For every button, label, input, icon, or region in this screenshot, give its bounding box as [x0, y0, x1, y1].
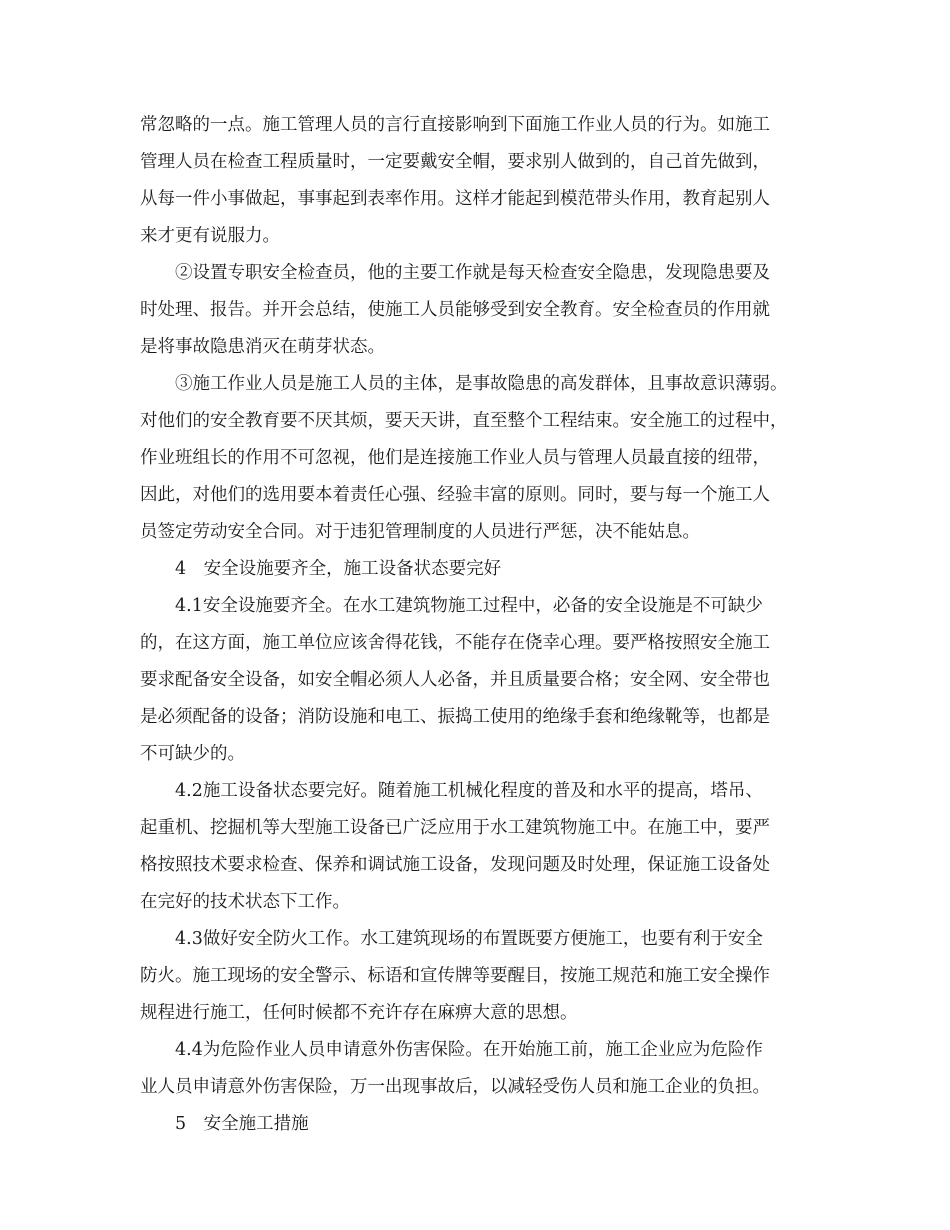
text-line: 规程进行施工，任何时候都不充许存在麻痹大意的思想。 [140, 1003, 578, 1023]
text-line: 4.2施工设备状态要完好。随着施工机械化程度的普及和水平的提高，塔吊、 [175, 781, 763, 801]
text-line: 不可缺少的。 [140, 744, 245, 764]
text-line: 是必须配备的设备；消防设施和电工、振捣工使用的绝缘手套和绝缘靴等，也都是 [140, 707, 770, 727]
text-line: 管理人员在检查工程质量时，一定要戴安全帽，要求别人做到的，自己首先做到， [140, 152, 770, 172]
text-line: 4.3做好安全防火工作。水工建筑现场的布置既要方便施工，也要有利于安全 [175, 929, 763, 949]
text-line: 4.4为危险作业人员申请意外伤害保险。在开始施工前，施工企业应为危险作 [175, 1040, 763, 1060]
text-line: 格按照技术要求检查、保养和调试施工设备，发现问题及时处理，保证施工设备处 [140, 855, 770, 875]
text-line: 的，在这方面，施工单位应该舍得花钱，不能存在侥幸心理。要严格按照安全施工 [140, 633, 770, 653]
text-line: 因此，对他们的选用要本着责任心强、经验丰富的原则。同时，要与每一个施工人 [140, 485, 770, 505]
text-line: 作业班组长的作用不可忽视，他们是连接施工作业人员与管理人员最直接的纽带， [140, 448, 770, 468]
text-line: 时处理、报告。并开会总结，使施工人员能够受到安全教育。安全检查员的作用就 [140, 300, 770, 320]
text-line: 从每一件小事做起，事事起到表率作用。这样才能起到模范带头作用，教育起别人 [140, 189, 770, 209]
section-heading: 5 安全施工措施 [175, 1114, 309, 1134]
text-line: 4.1安全设施要齐全。在水工建筑物施工过程中，必备的安全设施是不可缺少 [175, 596, 763, 616]
text-line: 业人员申请意外伤害保险，万一出现事故后，以减轻受伤人员和施工企业的负担。 [140, 1077, 770, 1097]
text-line: ②设置专职安全检查员，他的主要工作就是每天检查安全隐患，发现隐患要及 [175, 263, 770, 283]
text-line: 来才更有说服力。 [140, 226, 280, 246]
text-line: 起重机、挖掘机等大型施工设备已广泛应用于水工建筑物施工中。在施工中，要严 [140, 818, 770, 838]
section-heading: 4 安全设施要齐全，施工设备状态要完好 [175, 559, 502, 579]
text-line: 对他们的安全教育要不厌其烦，要天天讲，直至整个工程结束。安全施工的过程中， [140, 411, 788, 431]
text-line: 要求配备安全设备，如安全帽必须人人必备，并且质量要合格；安全网、安全带也 [140, 670, 770, 690]
text-line: 是将事故隐患消灭在萌芽状态。 [140, 337, 385, 357]
text-line: 常忽略的一点。施工管理人员的言行直接影响到下面施工作业人员的行为。如施工 [140, 115, 770, 135]
text-line: 防火。施工现场的安全警示、标语和宣传牌等要醒目，按施工规范和施工安全操作 [140, 966, 770, 986]
text-line: 在完好的技术状态下工作。 [140, 892, 350, 912]
text-line: ③施工作业人员是施工人员的主体，是事故隐患的高发群体，且事故意识薄弱。 [175, 374, 788, 394]
text-line: 员签定劳动安全合同。对于违犯管理制度的人员进行严惩，决不能姑息。 [140, 522, 700, 542]
